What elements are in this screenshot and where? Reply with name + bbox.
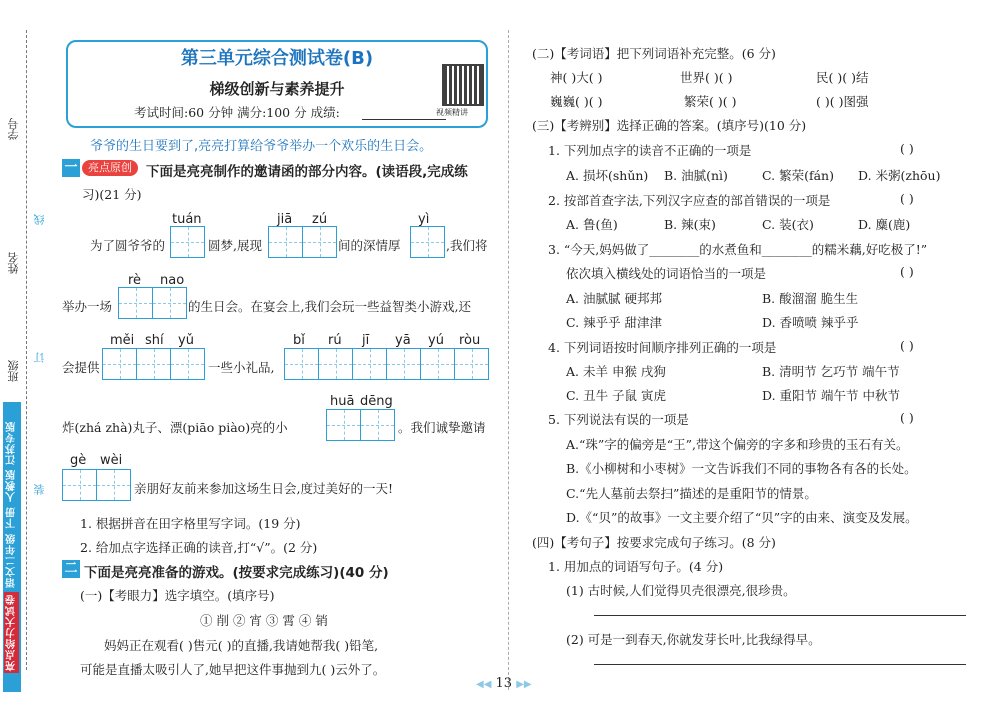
mc-q5-answer[interactable]: ( ) (900, 410, 914, 425)
mc-q4-a: A. 未羊 申猴 戌狗 (566, 364, 666, 379)
mc-q1-answer[interactable]: ( ) (900, 141, 914, 156)
pinyin-hua: huā (330, 394, 355, 409)
grid-yi[interactable] (410, 226, 445, 258)
part1-q2: 2. 给加点字选择正确的读音,打“√”。(2 分) (80, 540, 318, 555)
grid-huadeng[interactable] (326, 409, 395, 441)
word-1b[interactable]: 世界( )( ) (680, 70, 733, 85)
grid-gewei[interactable] (62, 469, 131, 501)
pinyin-ji: jī (362, 333, 370, 348)
pinyin-mei: měi (110, 333, 135, 348)
pinyin-ge: gè (70, 453, 87, 468)
para-line2-b: 的生日会。在宴会上,我们会玩一些益智类小游戏,还 (188, 299, 471, 314)
right-sec2-title: (二)【考词语】把下列词语补充完整。(6 分) (532, 46, 776, 61)
pinyin-rou: ròu (459, 333, 481, 348)
para-line1-d: ,我们将 (446, 238, 488, 253)
qr-code[interactable] (442, 64, 484, 106)
part2-sub1: (一)【考眼力】选字填空。(填序号) (80, 588, 275, 603)
pinyin-zu: zú (312, 212, 328, 227)
page-title: 第三单元综合测试卷(B) (180, 48, 374, 69)
part2-sentence2: 可能是直播太吸引人了,她早把这件事抛到九( )云外了。 (80, 662, 386, 677)
pinyin-nao: nao (160, 273, 185, 288)
exam-info: 考试时间:60 分钟 满分:100 分 成绩: (134, 105, 340, 120)
spine-brand: 亮点给力大试卷 (6, 594, 18, 672)
pinyin-re: rè (128, 273, 142, 288)
para-line1-a: 为了圆爷爷的 (90, 238, 166, 253)
right-sec3-title: (三)【考辨别】选择正确的答案。(填序号)(10 分) (532, 118, 807, 133)
name-label: 姓名 (7, 252, 20, 274)
spine-label (3, 402, 21, 692)
para-line1-c: 间的深情厚 (338, 238, 401, 253)
mc-q3-b: B. 酸溜溜 脆生生 (762, 291, 859, 306)
page-number-text: 13 (495, 676, 513, 691)
pinyin-yu: yǔ (178, 333, 194, 348)
mc-q3-c: C. 辣乎乎 甜津津 (566, 315, 663, 330)
mc-q4-answer[interactable]: ( ) (900, 338, 914, 353)
part1-q1: 1. 根据拼音在田字格里写字词。(19 分) (80, 516, 301, 531)
part2-title: 下面是亮亮准备的游戏。(按要求完成练习)(40 分) (84, 565, 389, 581)
pinyin-ru: rú (328, 333, 342, 348)
mc-q3-answer[interactable]: ( ) (900, 264, 914, 279)
answer-line-1[interactable] (594, 615, 966, 616)
qr-caption: 视频精讲 (436, 108, 468, 117)
binding-xian: 线 (33, 214, 46, 225)
char-options: ① 削 ② 宵 ③ 霄 ④ 销 (200, 613, 328, 628)
mc-q4: 4. 下列词语按时间顺序排列正确的一项是 (548, 340, 777, 355)
mc-q3-a: A. 油腻腻 硬邦邦 (566, 291, 662, 306)
binding-dashed-line (26, 30, 27, 670)
grid-biruji[interactable] (284, 348, 489, 380)
para-line1-b: 圆梦,展现 (208, 238, 262, 253)
para-line3-a: 会提供 (62, 360, 100, 375)
mc-q4-d: D. 重阳节 端午节 中秋节 (762, 388, 900, 403)
para-line5: 亲朋好友前来参加这场生日会,度过美好的一天! (134, 481, 393, 496)
spine-text: 语文二年级 下册 人教版 江苏专版 (6, 420, 18, 589)
mc-q1-b: B. 油腻(nì) (664, 168, 728, 183)
page-number (476, 676, 532, 691)
mc-q1-d: D. 米粥(zhōu) (858, 168, 941, 183)
para-line4-b: 。我们诚挚邀请 (398, 420, 486, 435)
mc-q4-b: B. 清明节 乞巧节 端午节 (762, 364, 900, 379)
mc-q3-stem: 依次填入横线处的词语恰当的一项是 (566, 266, 767, 281)
pinyin-tuan: tuán (172, 212, 202, 227)
mc-q1-a: A. 损坏(shǔn) (566, 168, 649, 183)
mc-q5-c: C.“先人墓前去祭扫”描述的是重阳节的情景。 (566, 486, 817, 501)
pinyin-jia: jiā (277, 212, 293, 227)
mc-q2-c: C. 装(衣) (762, 217, 814, 232)
pinyin-deng: dēng (360, 394, 393, 409)
section-two-number: 二 (62, 560, 80, 578)
grid-jiazu[interactable] (268, 226, 337, 258)
pinyin-bi: bǐ (293, 333, 305, 348)
part2-sentence1: 妈妈正在观看( )售元( )的直播,我请她帮我( )铅笔, (104, 638, 379, 653)
part1-title: 下面是亮亮制作的邀请函的部分内容。(读语段,完成练 (146, 164, 468, 180)
binding-zhuang: 装 (33, 484, 46, 495)
pinyin-wei: wèi (100, 453, 123, 468)
sentence-q1: 1. 用加点的词语写句子。(4 分) (548, 559, 724, 574)
mc-q5-b: B.《小柳树和小枣树》一文告诉我们不同的事物各有各的长处。 (566, 461, 917, 476)
word-1c[interactable]: 民( )( )结 (816, 70, 869, 85)
binding-strip (0, 0, 46, 704)
section-one-number: 一 (62, 159, 80, 177)
class-label: 班级 (7, 360, 20, 382)
mc-q5-d: D.《“贝”的故事》一文主要介绍了“贝”字的由来、演变及发展。 (566, 510, 918, 525)
original-tag: 亮点原创 (82, 160, 138, 176)
word-2a[interactable]: 巍巍( )( ) (550, 94, 603, 109)
mc-q3: 3. “今天,妈妈做了________的水煮鱼和________的糯米藕,好吃极了!” (548, 242, 928, 257)
grid-renao[interactable] (118, 287, 187, 319)
mc-q2-b: B. 辣(束) (664, 217, 716, 232)
word-2c[interactable]: ( )( )图强 (816, 94, 869, 109)
mc-q4-c: C. 丑牛 子鼠 寅虎 (566, 388, 667, 403)
mc-q1-c: C. 繁荣(fán) (762, 168, 834, 183)
prev-arrow-icon: ◀◀ (476, 679, 492, 690)
word-1a[interactable]: 神( )大( ) (550, 70, 603, 85)
mc-q5-a: A.“珠”字的偏旁是“王”,带这个偏旁的字多和珍贵的玉石有关。 (566, 437, 909, 452)
right-sec4-title: (四)【考句子】按要求完成句子练习。(8 分) (532, 535, 776, 550)
pinyin-yu2: yú (428, 333, 444, 348)
mc-q3-d: D. 香喷喷 辣乎乎 (762, 315, 859, 330)
mc-q2-a: A. 鲁(鱼) (566, 217, 618, 232)
mc-q2: 2. 按部首查字法,下列汉字应查的部首错误的一项是 (548, 193, 831, 208)
intro-text: 爷爷的生日要到了,亮亮打算给爷爷举办一个欢乐的生日会。 (90, 139, 433, 154)
binding-ding: 订 (33, 352, 46, 363)
sentence-q1-1: (1) 古时候,人们觉得贝壳很漂亮,很珍贵。 (566, 583, 796, 598)
grid-tuan[interactable] (170, 226, 205, 258)
mc-q1: 1. 下列加点字的读音不正确的一项是 (548, 143, 752, 158)
pinyin-shi: shí (145, 333, 164, 348)
student-id-label: 学号 (7, 118, 20, 140)
part1-title-cont: 习)(21 分) (82, 187, 142, 202)
grid-meishiyu[interactable] (102, 348, 205, 380)
para-line2-a: 举办一场 (62, 299, 113, 314)
word-2b[interactable]: 繁荣( )( ) (684, 94, 737, 109)
score-blank[interactable] (362, 119, 446, 120)
mc-q2-answer[interactable]: ( ) (900, 191, 914, 206)
page-divider (508, 30, 509, 690)
pinyin-yi: yì (418, 212, 430, 227)
para-line4-a: 炸(zhá zhà)丸子、漂(piāo piào)亮的小 (62, 420, 288, 435)
para-line3-b: 一些小礼品, (208, 360, 275, 375)
mc-q5: 5. 下列说法有误的一项是 (548, 412, 689, 427)
answer-line-2[interactable] (594, 664, 966, 665)
pinyin-ya: yā (395, 333, 411, 348)
sentence-q1-2: (2) 可是一到春天,你就发芽长叶,比我绿得早。 (566, 632, 821, 647)
mc-q2-d: D. 麋(鹿) (858, 217, 911, 232)
next-arrow-icon: ▶▶ (516, 679, 532, 690)
page-subtitle: 梯级创新与素养提升 (209, 80, 345, 98)
